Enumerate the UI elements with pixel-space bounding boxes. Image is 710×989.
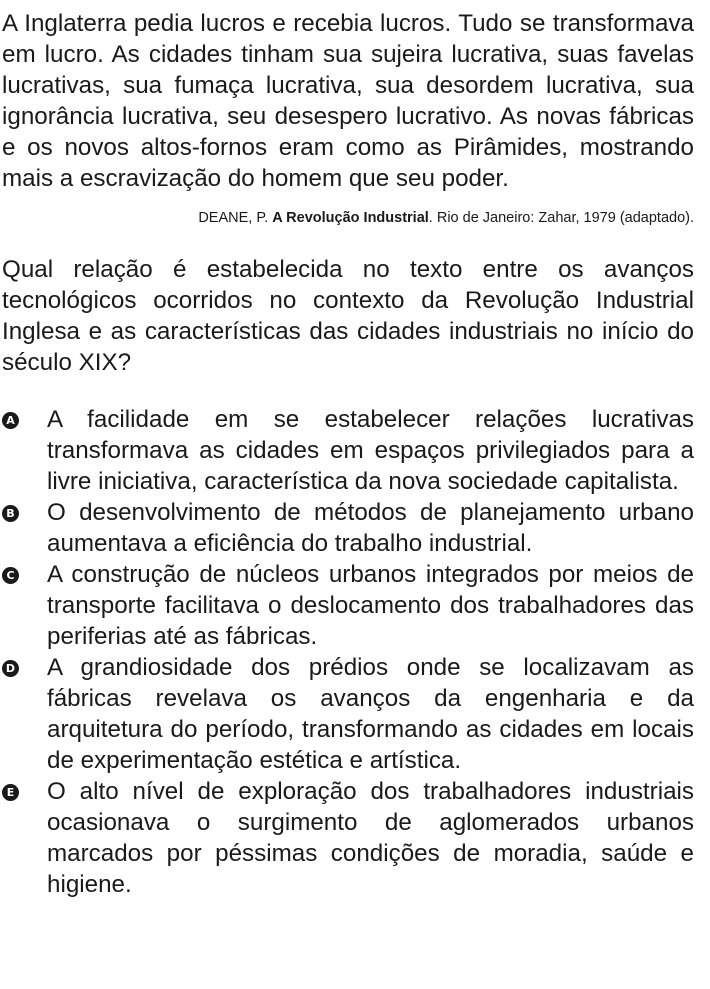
option-letter-badge: B <box>2 505 19 522</box>
question-stem: Qual relação é estabelecida no texto entre os avanços tecnológicos ocorridos no contexto da Revolução Industrial Inglesa e as características das cidades industriais no início do século XIX? <box>2 256 694 376</box>
option-letter-badge: E <box>2 784 19 801</box>
option-text: O desenvolvimento de métodos de planejamento urbano aumentava a eficiência do trabalho industrial. <box>47 499 694 557</box>
option-c[interactable] <box>2 559 694 652</box>
option-text: A construção de núcleos urbanos integrados por meios de transporte facilitava o deslocamento dos trabalhadores das periferias até as fábricas. <box>47 561 694 650</box>
option-text: A facilidade em se estabelecer relações lucrativas transformava as cidades em espaços privilegiados para a livre iniciativa, característica da nova sociedade capitalista. <box>47 406 694 495</box>
citation-author: DEANE, P. <box>198 210 269 226</box>
option-a[interactable] <box>2 404 694 497</box>
option-letter-badge: A <box>2 412 19 429</box>
answer-options <box>2 404 694 900</box>
exam-question-page <box>2 8 694 916</box>
text-passage: A Inglaterra pedia lucros e recebia lucros. Tudo se transformava em lucro. As cidades tinham sua sujeira lucrativa, suas favelas lucrativas, sua fumaça lucrativa, sua desordem lucrativa, sua ignorância lucrativa, seu desespero lucrativo. As novas fábricas e os novos altos-fornos eram como as Pirâmides, mostrando mais a escravização do homem que seu poder. <box>2 10 694 192</box>
option-letter-badge: D <box>2 660 19 677</box>
option-e[interactable] <box>2 776 694 900</box>
option-letter-badge: C <box>2 567 19 584</box>
option-d[interactable] <box>2 652 694 776</box>
citation-rest: . Rio de Janeiro: Zahar, 1979 (adaptado). <box>428 210 694 226</box>
source-citation <box>2 208 694 228</box>
option-text: O alto nível de exploração dos trabalhadores industriais ocasionava o surgimento de aglomerados urbanos marcados por péssimas condições de moradia, saúde e higiene. <box>47 778 694 898</box>
citation-title: A Revolução Industrial <box>272 210 429 226</box>
option-b[interactable] <box>2 497 694 559</box>
option-text: A grandiosidade dos prédios onde se localizavam as fábricas revelava os avanços da engenharia e da arquitetura do período, transformando as cidades em locais de experimentação estética e artística. <box>47 654 694 774</box>
